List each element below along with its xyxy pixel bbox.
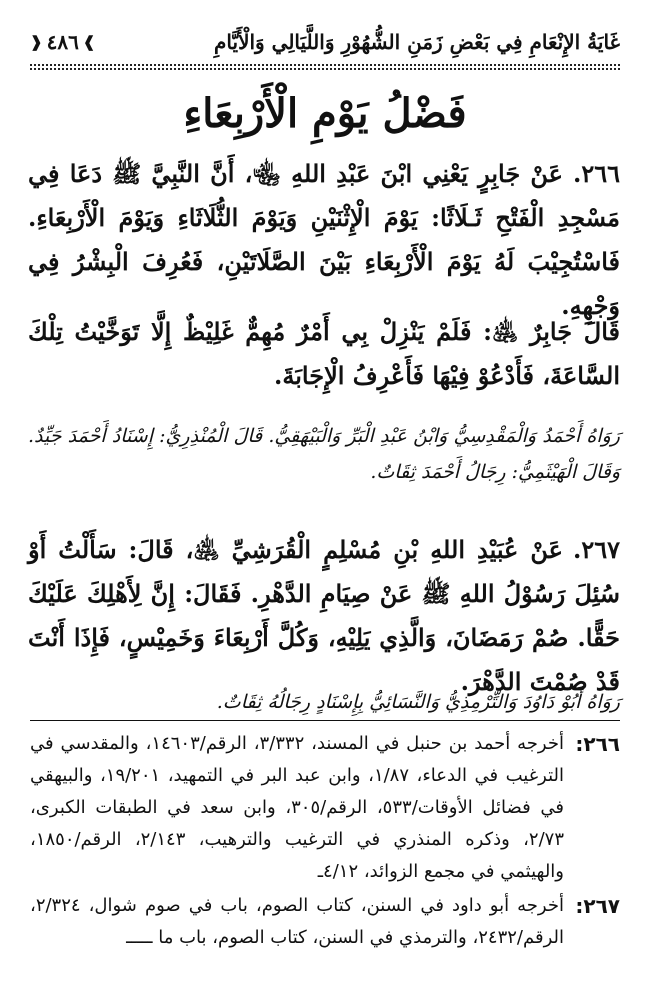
section-title: فَضْلُ يَوْمِ الْأَرْبِعَاءِ — [183, 90, 467, 137]
hadith-267-body: عَنْ عُبَيْدِ اللهِ بْنِ مُسْلِمٍ الْقُرَشِيِّ ﵁، قَالَ: سَأَلْتُ أَوْ سُئِلَ رَسُوْلُ اللهِ ﷺ عَنْ صِيَامِ الدَّهْرِ. فَقَالَ: إِنَّ لِأَهْلِكَ عَلَيْكَ حَقًّا. صُمْ رَمَضَانَ، وَالَّذِي يَلِيْهِ، وَكُلَّ أَرْبِعَاءَ وَخَمِيْسٍ، فَإِذَا أَنْتَ قَدْ صُمْتَ الدَّهْرَ. — [28, 535, 620, 696]
footnotes — [30, 728, 620, 956]
hadith-267 — [28, 528, 620, 704]
footnote-266 — [30, 728, 620, 888]
hadith-267-number: ٢٦٧. — [572, 535, 620, 564]
footnote-267-text: أخرجه أبو داود في السنن، كتاب الصوم، باب في صوم شوال، ٢/٣٢٤، الرقم/٢٤٣٢، والترمذي في السنن، كتاب الصوم، باب ما ـــــ — [30, 895, 564, 948]
page-number-box — [30, 30, 95, 54]
hadith-266-source-block — [28, 418, 620, 490]
footnote-267 — [30, 890, 620, 954]
page-number: ٤٨٦ — [46, 30, 79, 54]
hadith-266-narration: قَالَ جَابِرٌ ﵁: فَلَمْ يَنْزِلْ بِي أَمْرٌ مُهِمٌّ غَلِيْظٌ إِلَّا تَوَخَّيْتُ تِلْكَ السَّاعَةَ، فَأَدْعُوْ فِيْهَا فَأَعْرِفُ الْإِجَابَةَ. — [28, 317, 620, 390]
footnote-266-text: أخرجه أحمد بن حنبل في المسند، ٣/٣٣٢، الرقم/١٤٦٠٣، والمقدسي في الترغيب في الدعاء، ١/٨٧، وابن عبد البر في التمهيد، ١٩/٢٠١، والبيهقي في فضائل الأوقات/٥٣٣، الرقم/٣٠٥، وابن سعد في الطبقات الكبرى، ٢/٧٣، وذكره المنذري في الترغيب والترهيب، ٢/١٤٣، الرقم/١٨٥٠، والهيثمي في مجمع الزوائد، ٤/١٢ـ — [30, 733, 564, 882]
header-divider-secondary — [30, 68, 620, 70]
hadith-266-narration-block — [28, 310, 620, 398]
hadith-266-text — [28, 152, 620, 328]
hadith-266-body: عَنْ جَابِرٍ يَعْنِي ابْنَ عَبْدِ اللهِ ﵄، أَنَّ النَّبِيَّ ﷺ دَعَا فِي مَسْجِدِ الْفَتْحِ ثَـلَاثًا: يَوْمَ الْإِثْنَيْنِ وَيَوْمَ الثُّلَاثَاءِ وَيَوْمَ الْأَرْبِعَاءِ. فَاسْتُجِيْبَ لَهُ يَوْمَ الْأَرْبِعَاءِ بَيْنَ الصَّلَاتَيْنِ، فَعُرِفَ الْبِشْرُ فِي وَجْهِهِ. — [28, 159, 620, 320]
footnote-divider — [30, 720, 620, 721]
hadith-267-source: رَوَاهُ أَبُوْ دَاوُدَ وَالتِّرْمِذِيُّ وَالنَّسَائِيُّ بِإِسْنَادٍ رِجَالُهُ ثِقَاتٌ. — [216, 691, 620, 713]
header-divider — [30, 64, 620, 66]
running-title: غَايَةُ الإِنْعَامِ فِي بَعْضِ زَمَنِ الشُّهُوْرِ وَاللَّيَالِي وَالْأَيَّامِ — [214, 30, 620, 54]
ornament-right-icon: ❱ — [82, 33, 96, 51]
hadith-267-text — [28, 528, 620, 704]
hadith-267-source-block — [28, 684, 620, 720]
ornament-left-icon: ❰ — [30, 33, 43, 51]
footnote-267-number: ٢٦٧: — [575, 894, 620, 918]
running-header — [30, 22, 620, 62]
footnote-266-number: ٢٦٦: — [575, 732, 620, 756]
hadith-266-source: رَوَاهُ أَحْمَدُ وَالْمَقْدِسِيُّ وَابْنُ عَبْدِ الْبَرِّ وَالْبَيْهَقِيُّ. قَالَ الْمُنْذِرِيُّ: إِسْنَادُ أَحْمَدَ جَيِّدٌ. وَقَالَ الْهَيْثَمِيُّ: رِجَالُ أَحْمَدَ ثِقَاتٌ. — [28, 425, 620, 483]
hadith-266-number: ٢٦٦. — [572, 159, 620, 188]
hadith-266 — [28, 152, 620, 328]
